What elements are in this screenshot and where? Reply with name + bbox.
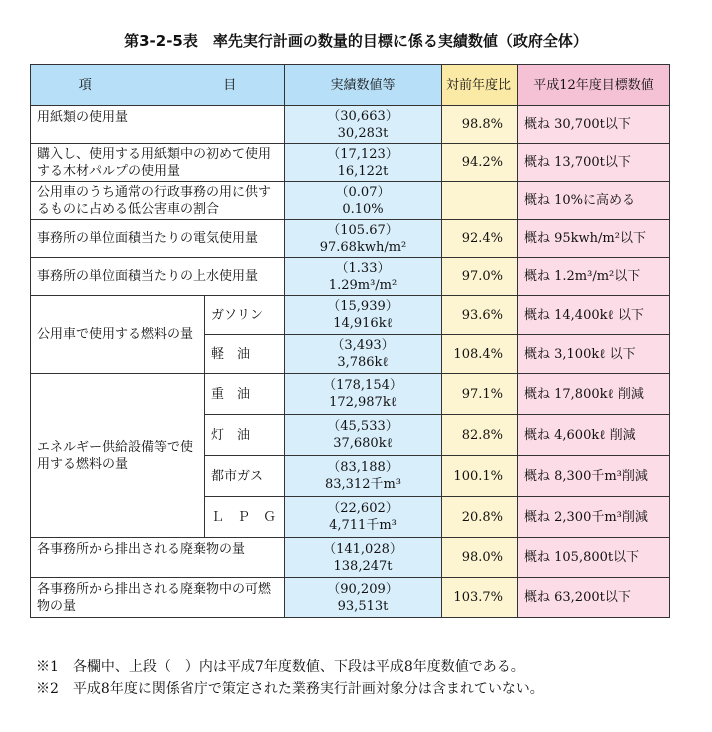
cur-value: 14,916kℓ [333, 316, 393, 331]
cur-value: 97.68kwh/m² [319, 239, 407, 255]
prev-value: （90,209） [327, 581, 399, 597]
prev-value: （83,188） [327, 460, 399, 475]
row-target: 概ね 2,300千m³削減 [518, 497, 670, 538]
row-ratio: 82.8% [442, 415, 518, 456]
row-value [285, 415, 442, 456]
row-target: 概ね 1.2m³/m²以下 [518, 258, 670, 296]
prev-value: （15,939） [327, 299, 399, 314]
row-target: 概ね 3,100kℓ 以下 [518, 335, 670, 374]
row-value [285, 578, 442, 618]
row-value [285, 296, 442, 335]
prev-value: （45,533） [327, 419, 399, 434]
row-target: 概ね 105,800t以下 [518, 538, 670, 578]
cur-value: 138,247t [333, 558, 393, 574]
footnote-2: ※2 平成8年度に関係省庁で策定された業務実行計画対象分は含まれていない。 [36, 681, 544, 697]
cur-value: 37,680kℓ [333, 436, 393, 451]
table-row [31, 538, 670, 578]
row-value [285, 538, 442, 578]
row-subitem [205, 497, 285, 538]
row-ratio: 98.0% [442, 538, 518, 578]
row-target: 概ね 14,400kℓ 以下 [518, 296, 670, 335]
row-item: 用紙類の使用量 [31, 106, 285, 144]
prev-value: （30,663） [327, 108, 399, 124]
table-row [31, 182, 670, 220]
row-value [285, 497, 442, 538]
row-item: 購入し、使用する用紙類中の初めて使用する木材パルプの使用量 [31, 144, 285, 182]
row-ratio: 93.6% [442, 296, 518, 335]
row-subitem [205, 335, 285, 374]
row-target: 概ね 10%に高める [518, 182, 670, 220]
cur-value: 172,987kℓ [329, 395, 397, 410]
cur-value: 1.29m³/m² [328, 277, 398, 293]
row-value [285, 182, 442, 220]
row-target: 概ね 95kwh/m²以下 [518, 220, 670, 258]
row-item: 事務所の単位面積当たりの上水使用量 [31, 258, 285, 296]
header-target: 平成12年度目標数値 [518, 65, 670, 106]
table-row [31, 144, 670, 182]
row-value [285, 374, 442, 415]
cur-value: 4,711千m³ [329, 518, 397, 533]
cur-value: 3,786kℓ [337, 355, 389, 370]
table-row [31, 296, 670, 335]
footnotes [36, 656, 544, 700]
cur-value: 93,513t [337, 598, 389, 614]
row-subitem [205, 415, 285, 456]
cur-value: 16,122t [337, 163, 389, 179]
header-row [31, 65, 670, 106]
prev-value: （105.67） [327, 222, 399, 238]
row-value [285, 258, 442, 296]
row-target: 概ね 8,300千m³削減 [518, 456, 670, 497]
prev-value: （178,154） [323, 378, 403, 393]
footnote-1: ※1 各欄中、上段（ ）内は平成7年度数値、下段は平成8年度数値である。 [36, 659, 525, 675]
cur-value: 30,283t [337, 125, 389, 141]
row-ratio: 108.4% [442, 335, 518, 374]
table-row [31, 106, 670, 144]
row-value [285, 335, 442, 374]
row-ratio: 100.1% [442, 456, 518, 497]
row-ratio: 94.2% [442, 144, 518, 182]
header-item [31, 65, 285, 106]
subitem-text: Ｌ Ｐ Ｇ [211, 509, 277, 525]
row-ratio: 98.8% [442, 106, 518, 144]
row-subitem [205, 456, 285, 497]
prev-value: （0.07） [335, 184, 391, 200]
table-row [31, 374, 670, 415]
row-item: 各事務所から排出される廃棄物中の可燃物の量 [31, 578, 285, 618]
row-target: 概ね 13,700t以下 [518, 144, 670, 182]
table-row [31, 578, 670, 618]
table-row [31, 220, 670, 258]
row-value [285, 220, 442, 258]
header-item-left: 項 [78, 77, 92, 93]
group-label-vehicle: 公用車で使用する燃料の量 [31, 296, 205, 374]
row-subitem [205, 296, 285, 335]
table-row [31, 258, 670, 296]
subitem-text: 軽 油 [211, 346, 251, 362]
row-ratio [442, 182, 518, 220]
row-item: 公用車のうち通常の行政事務の用に供するものに占める低公害車の割合 [31, 182, 285, 220]
prev-value: （3,493） [331, 338, 395, 353]
prev-value: （141,028） [323, 541, 403, 557]
row-target: 概ね 4,600kℓ 削減 [518, 415, 670, 456]
row-target: 概ね 63,200t以下 [518, 578, 670, 618]
subitem-text: 灯 油 [211, 427, 251, 443]
row-value [285, 144, 442, 182]
row-item: 各事務所から排出される廃棄物の量 [31, 538, 285, 578]
row-item: 事務所の単位面積当たりの電気使用量 [31, 220, 285, 258]
header-ratio: 対前年度比 [442, 65, 518, 106]
header-value: 実績数値等 [285, 65, 442, 106]
cur-value: 0.10% [342, 201, 384, 217]
row-ratio: 97.1% [442, 374, 518, 415]
row-target: 概ね 30,700t以下 [518, 106, 670, 144]
row-ratio: 103.7% [442, 578, 518, 618]
row-value [285, 106, 442, 144]
header-item-right: 目 [223, 77, 237, 93]
row-ratio: 92.4% [442, 220, 518, 258]
results-table [30, 64, 670, 618]
row-target: 概ね 17,800kℓ 削減 [518, 374, 670, 415]
row-ratio: 20.8% [442, 497, 518, 538]
group-label-energy: エネルギー供給設備等で使用する燃料の量 [31, 374, 205, 538]
prev-value: （1.33） [335, 260, 391, 276]
subitem-text: 都市ガス [211, 468, 264, 484]
prev-value: （17,123） [327, 146, 399, 162]
row-value [285, 456, 442, 497]
subitem-text: 重 油 [211, 386, 251, 402]
cur-value: 83,312千m³ [324, 477, 402, 492]
subitem-text: ガソリン [211, 307, 264, 323]
row-subitem [205, 374, 285, 415]
row-ratio: 97.0% [442, 258, 518, 296]
prev-value: （22,602） [327, 501, 399, 516]
table-title: 第3-2-5表 率先実行計画の数量的目標に係る実績数値（政府全体） [124, 32, 588, 50]
